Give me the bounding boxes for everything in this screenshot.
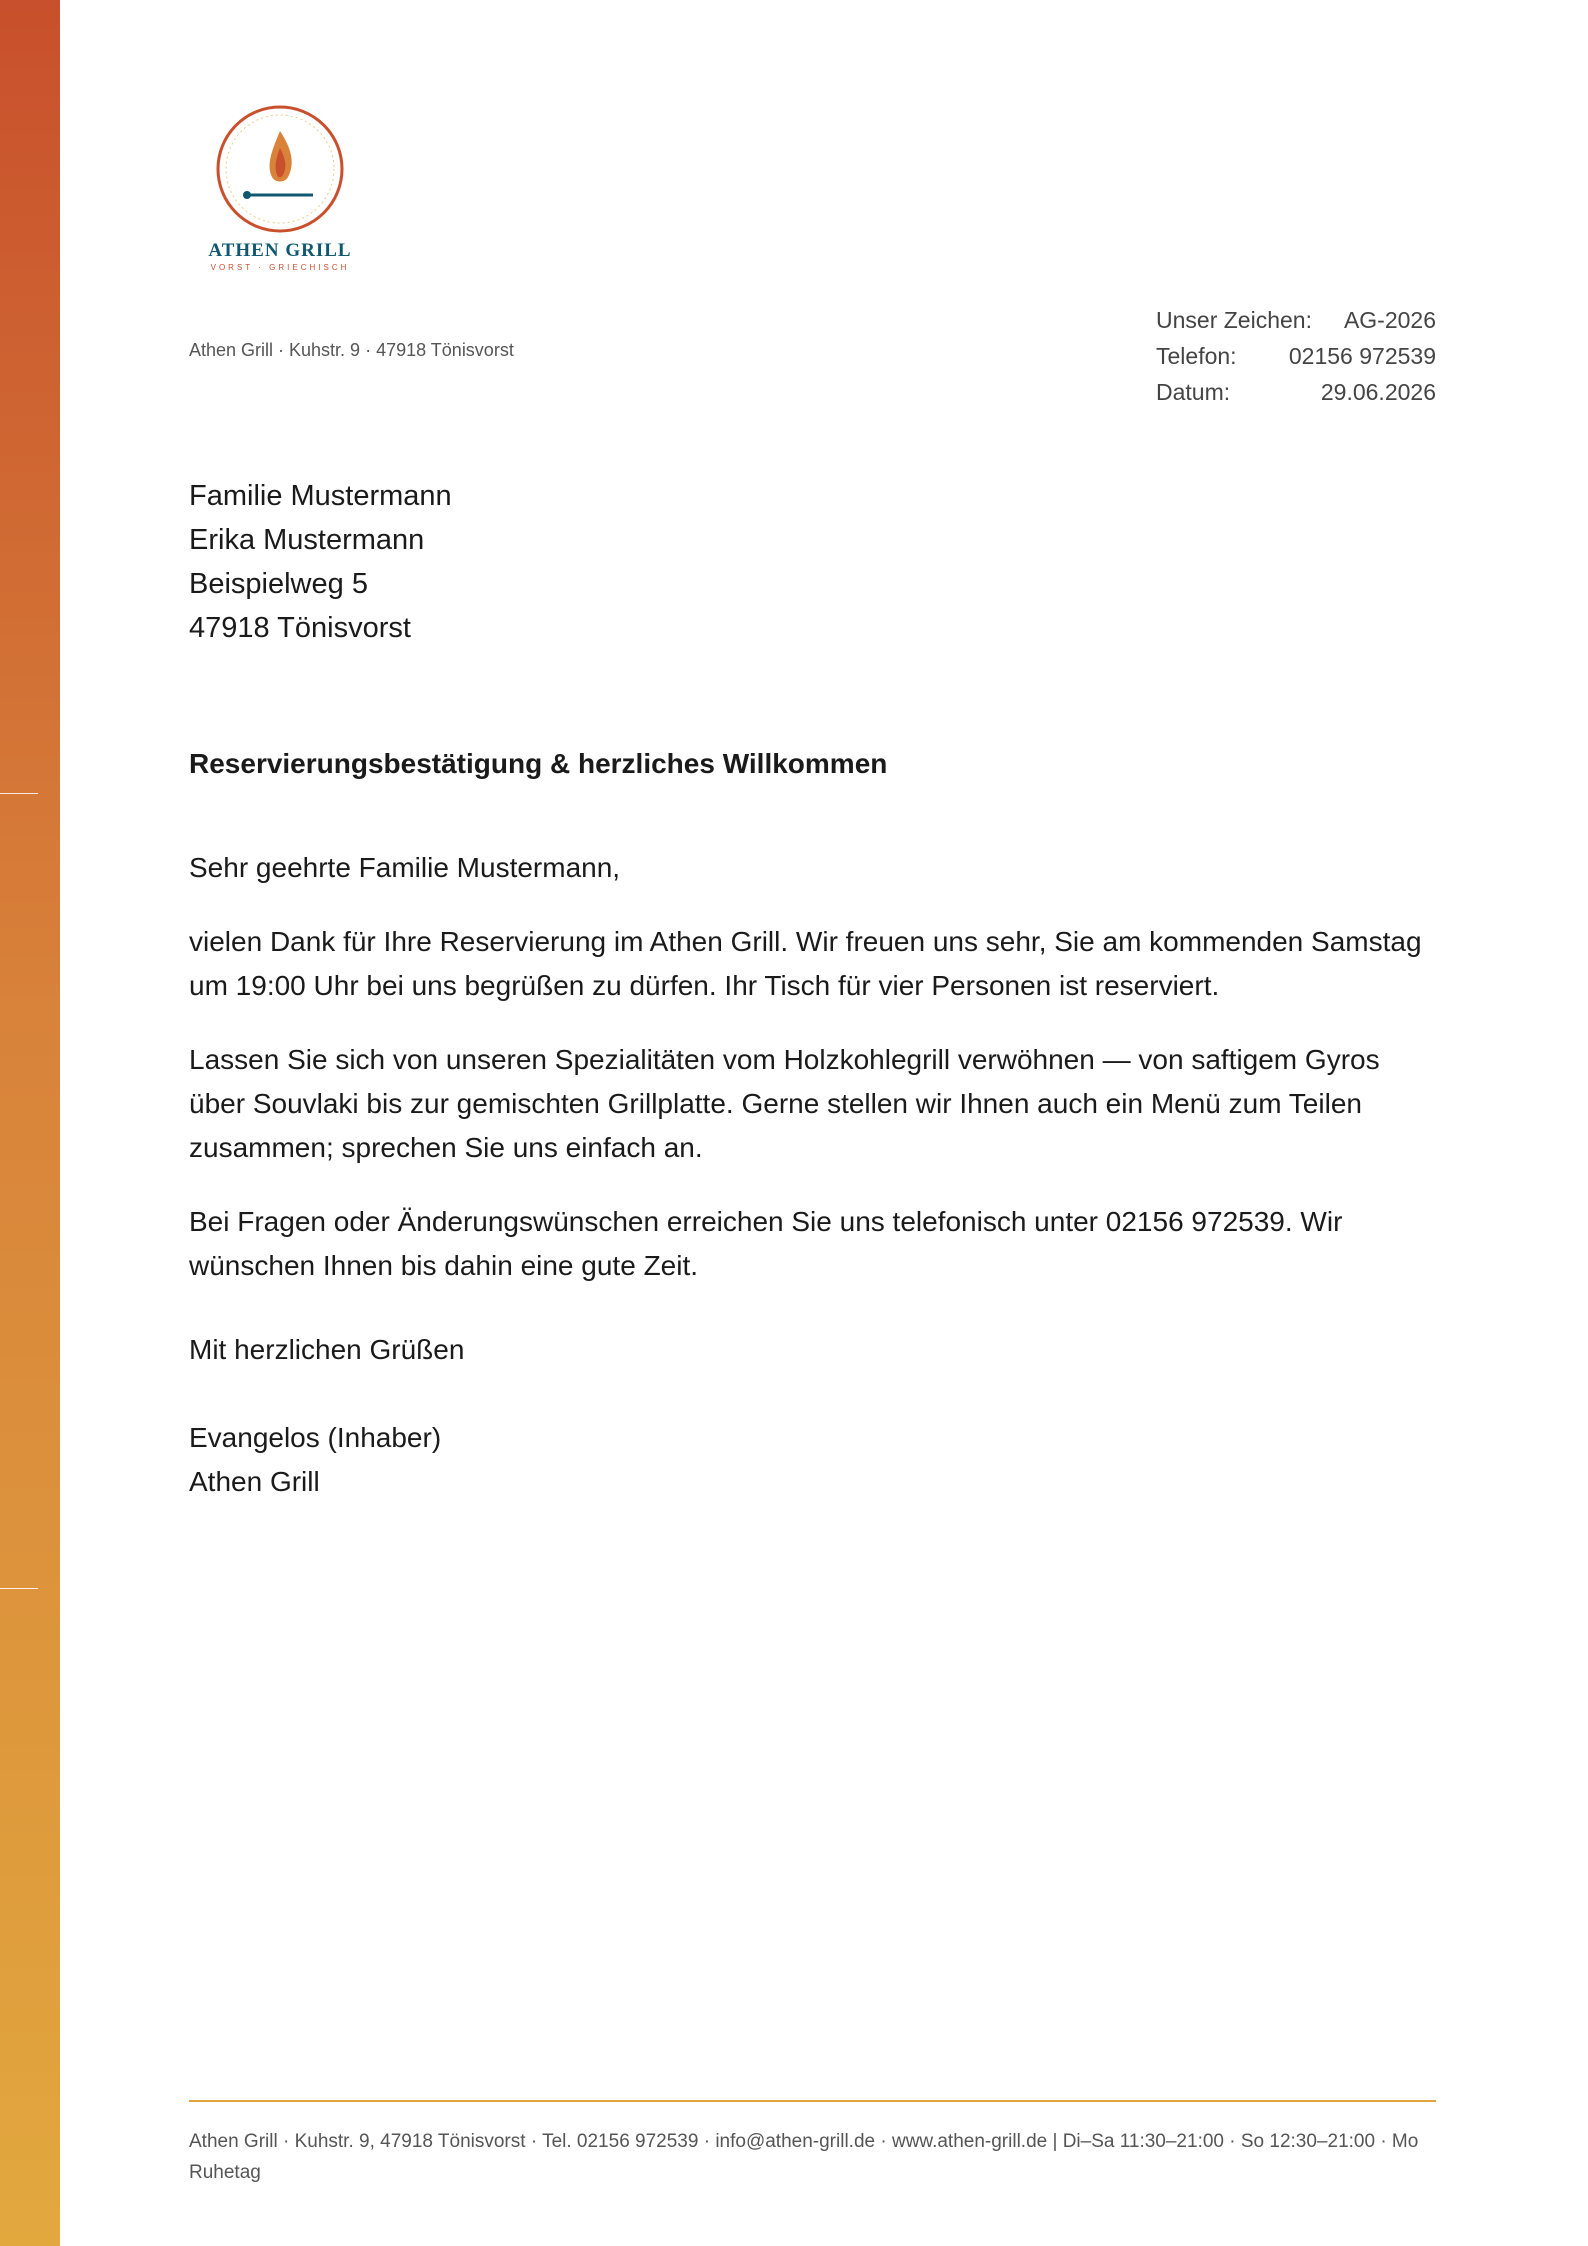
letter-subject: Reservierungsbestätigung & herzliches Willkommen <box>189 748 888 779</box>
sender-return-address: Athen Grill · Kuhstr. 9 · 47918 Tönisvorst <box>189 340 514 360</box>
letter-body <box>189 846 1439 1318</box>
closing-phrase: Mit herzlichen Grüßen <box>189 1334 465 1365</box>
recipient-line-3: Beispielweg 5 <box>189 568 368 600</box>
body-paragraph-1: vielen Dank für Ihre Reservierung im Athen Grill. Wir freuen uns sehr, Sie am kommenden Samstag um 19:00 Uhr bei uns begrüßen zu dürfen. Ihr Tisch für vier Personen ist reserviert. <box>189 926 1422 1001</box>
reference-label: Unser Zeichen: <box>1156 307 1312 333</box>
signature-company: Athen Grill <box>189 1466 320 1497</box>
date-value: 29.06.2026 <box>1320 379 1436 405</box>
phone-row <box>1156 338 1436 374</box>
recipient-address <box>189 474 452 650</box>
footer-divider <box>189 2100 1436 2102</box>
footer-contact-info: Athen Grill · Kuhstr. 9, 47918 Tönisvorst · Tel. 02156 972539 · info@athen-grill.de · www.athen-grill.de | Di–Sa 11:30–21:00 · So 12:30–21:00 · Mo Ruhetag <box>189 2131 1419 2183</box>
signature-name: Evangelos (Inhaber) <box>189 1422 442 1453</box>
side-accent-bar <box>0 0 60 2246</box>
fold-mark-lower <box>0 1588 38 1589</box>
phone-label: Telefon: <box>1156 343 1237 369</box>
reference-row <box>1156 302 1436 338</box>
fold-mark-upper <box>0 793 38 794</box>
salutation: Sehr geehrte Familie Mustermann, <box>189 852 621 883</box>
logo <box>200 104 360 272</box>
signature-block <box>189 1416 441 1504</box>
logo-wordmark: ATHEN GRILL <box>208 240 352 261</box>
logo-tagline: VORST · GRIECHISCH <box>210 263 350 272</box>
reference-block <box>1156 302 1436 410</box>
recipient-line-2: Erika Mustermann <box>189 524 425 556</box>
phone-value: 02156 972539 <box>1288 343 1436 369</box>
flame-emblem-icon <box>215 104 345 234</box>
date-row <box>1156 374 1436 410</box>
body-paragraph-3: Bei Fragen oder Änderungswünschen erreichen Sie uns telefonisch unter 02156 972539. Wir wünschen Ihnen bis dahin eine gute Zeit. <box>189 1206 1343 1281</box>
date-label: Datum: <box>1156 379 1231 405</box>
body-paragraph-2: Lassen Sie sich von unseren Spezialitäten vom Holzkohlegrill verwöhnen — von saftigem Gyros über Souvlaki bis zur gemischten Grillplatte. Gerne stellen wir Ihnen auch ein Menü zum Teilen zusammen; sprechen Sie uns einfach an. <box>189 1044 1380 1163</box>
recipient-line-1: Familie Mustermann <box>189 480 452 512</box>
reference-value: AG-2026 <box>1343 307 1436 333</box>
recipient-line-4: 47918 Tönisvorst <box>189 612 411 644</box>
